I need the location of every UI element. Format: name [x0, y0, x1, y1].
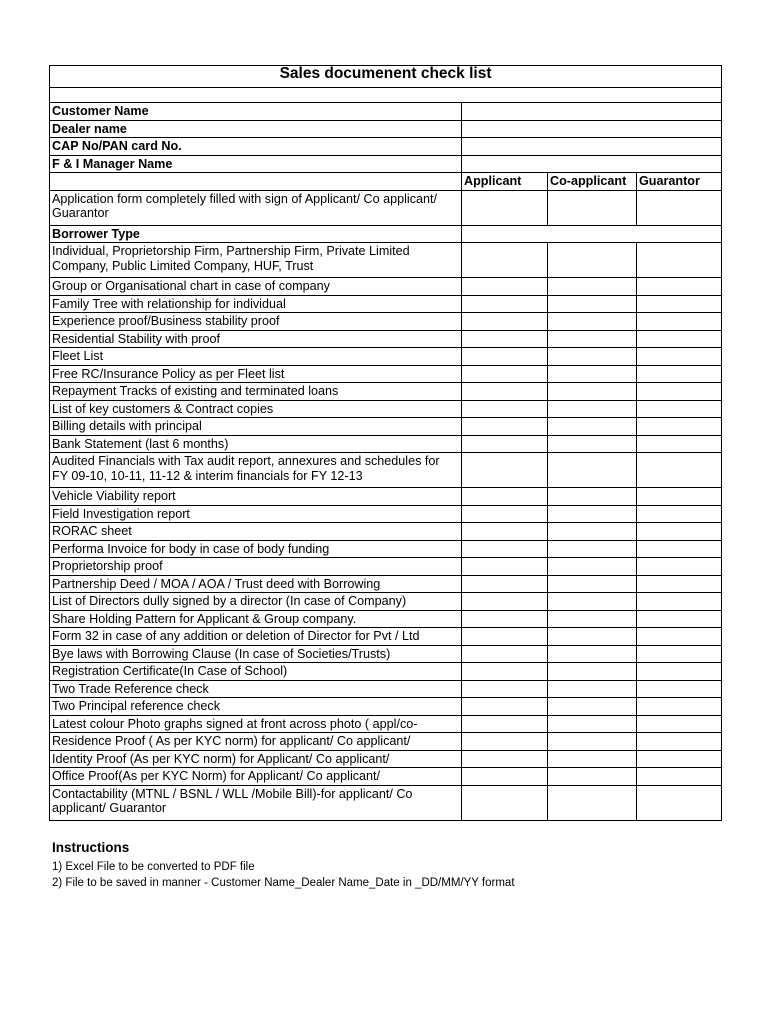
checklist-item-label: Individual, Proprietorship Firm, Partnership Firm, Private Limited Company, Public Limited Company, HUF, Trust: [50, 243, 462, 278]
check-cell-guarantor[interactable]: [637, 505, 722, 523]
field-label-cap-pan: CAP No/PAN card No.: [50, 138, 462, 156]
checklist-item-label: Latest colour Photo graphs signed at front across photo ( appl/co-: [50, 715, 462, 733]
check-cell-applicant[interactable]: [462, 243, 548, 278]
column-header-guarantor: Guarantor: [637, 173, 722, 191]
check-cell-guarantor[interactable]: [637, 190, 722, 225]
checklist-item-label: Borrower Type: [50, 225, 462, 243]
table-row: [50, 680, 722, 698]
table-row: [50, 733, 722, 751]
instructions-heading: Instructions: [52, 840, 130, 855]
check-cell-co-applicant[interactable]: [548, 523, 637, 541]
checklist-item-label: Repayment Tracks of existing and terminated loans: [50, 383, 462, 401]
check-cell-co-applicant[interactable]: [548, 313, 637, 331]
checklist-item-label: RORAC sheet: [50, 523, 462, 541]
check-cell-guarantor[interactable]: [637, 750, 722, 768]
check-cell-co-applicant[interactable]: [548, 435, 637, 453]
table-row: [50, 365, 722, 383]
table-row: [50, 663, 722, 681]
check-cell-applicant[interactable]: [462, 750, 548, 768]
check-cell-co-applicant[interactable]: [548, 558, 637, 576]
check-cell-guarantor[interactable]: [637, 645, 722, 663]
checklist-item-label: Bank Statement (last 6 months): [50, 435, 462, 453]
table-row: [50, 435, 722, 453]
check-cell-co-applicant[interactable]: [548, 785, 637, 820]
check-cell-applicant[interactable]: [462, 418, 548, 436]
check-cell-co-applicant[interactable]: [548, 768, 637, 786]
table-row: [50, 330, 722, 348]
field-value-cap-pan[interactable]: [462, 138, 722, 156]
check-cell-applicant[interactable]: [462, 190, 548, 225]
check-cell-applicant[interactable]: [462, 383, 548, 401]
table-row: [50, 698, 722, 716]
checklist-item-label: Two Principal reference check: [50, 698, 462, 716]
table-row: [50, 418, 722, 436]
check-cell-co-applicant[interactable]: [548, 330, 637, 348]
instruction-line: 2) File to be saved in manner - Customer Name_Dealer Name_Date in _DD/MM/YY format: [52, 876, 515, 889]
check-cell-applicant[interactable]: [462, 558, 548, 576]
check-cell-guarantor[interactable]: [637, 558, 722, 576]
check-cell-guarantor[interactable]: [637, 628, 722, 646]
checklist-item-label: Residential Stability with proof: [50, 330, 462, 348]
table-row: [50, 750, 722, 768]
check-cell-applicant[interactable]: [462, 313, 548, 331]
check-cell-applicant[interactable]: [462, 348, 548, 366]
check-cell-co-applicant[interactable]: [548, 418, 637, 436]
check-cell-co-applicant[interactable]: [548, 295, 637, 313]
check-cell-guarantor[interactable]: [637, 715, 722, 733]
table-row: [50, 295, 722, 313]
table-row: [50, 628, 722, 646]
check-cell-co-applicant[interactable]: [548, 733, 637, 751]
checklist-item-label: Billing details with principal: [50, 418, 462, 436]
checklist-item-label: Performa Invoice for body in case of body funding: [50, 540, 462, 558]
checklist-item-label: Registration Certificate(In Case of School): [50, 663, 462, 681]
table-row: [50, 523, 722, 541]
table-row: [50, 243, 722, 278]
checklist-item-label: Group or Organisational chart in case of company: [50, 278, 462, 296]
check-cell-applicant[interactable]: [462, 400, 548, 418]
check-cell-guarantor[interactable]: [637, 610, 722, 628]
check-cell-co-applicant[interactable]: [548, 365, 637, 383]
check-cell-applicant[interactable]: [462, 453, 548, 488]
check-cell-guarantor[interactable]: [637, 575, 722, 593]
check-cell-applicant[interactable]: [462, 505, 548, 523]
checklist-item-label: Contactability (MTNL / BSNL / WLL /Mobile Bill)-for applicant/ Co applicant/ Guarantor: [50, 785, 462, 820]
checklist-item-label: Field Investigation report: [50, 505, 462, 523]
table-row: [50, 575, 722, 593]
check-cell-co-applicant[interactable]: [548, 698, 637, 716]
checklist-item-label: Audited Financials with Tax audit report, annexures and schedules for FY 09-10, 10-11, 11-12 & interim financials for FY 12-13: [50, 453, 462, 488]
check-cell-applicant[interactable]: [462, 593, 548, 611]
check-cell-applicant[interactable]: [462, 663, 548, 681]
checklist-item-label: Vehicle Viability report: [50, 488, 462, 506]
check-cell-applicant[interactable]: [462, 698, 548, 716]
check-cell-guarantor[interactable]: [637, 523, 722, 541]
check-cell-co-applicant[interactable]: [548, 610, 637, 628]
check-cell-applicant[interactable]: [462, 365, 548, 383]
check-cell-guarantor[interactable]: [637, 540, 722, 558]
field-value-fi-manager[interactable]: [462, 155, 722, 173]
check-cell-applicant[interactable]: [462, 278, 548, 296]
check-cell-applicant[interactable]: [462, 488, 548, 506]
check-cell-guarantor[interactable]: [637, 680, 722, 698]
instruction-line: 1) Excel File to be converted to PDF file: [52, 861, 255, 873]
checklist-item-label: Fleet List: [50, 348, 462, 366]
check-cell-guarantor[interactable]: [637, 295, 722, 313]
table-row: [50, 558, 722, 576]
check-cell-applicant[interactable]: [462, 575, 548, 593]
check-cell-applicant[interactable]: [462, 523, 548, 541]
check-cell-guarantor[interactable]: [637, 365, 722, 383]
checklist-item-label: Form 32 in case of any addition or deletion of Director for Pvt / Ltd: [50, 628, 462, 646]
check-cell-co-applicant[interactable]: [548, 540, 637, 558]
checklist-item-label: Residence Proof ( As per KYC norm) for applicant/ Co applicant/: [50, 733, 462, 751]
checklist-sheet: [49, 65, 721, 821]
spacer-row: [50, 88, 722, 103]
check-cell-applicant[interactable]: [462, 330, 548, 348]
table-row: [50, 593, 722, 611]
checklist-item-label: Two Trade Reference check: [50, 680, 462, 698]
check-cell-co-applicant[interactable]: [548, 575, 637, 593]
checklist-item-label: List of Directors dully signed by a director (In case of Company): [50, 593, 462, 611]
check-cell-co-applicant[interactable]: [548, 488, 637, 506]
check-cell-guarantor[interactable]: [637, 733, 722, 751]
check-cell-applicant[interactable]: [462, 680, 548, 698]
check-cell-applicant[interactable]: [462, 645, 548, 663]
check-cell-guarantor[interactable]: [637, 400, 722, 418]
checklist-item-label: Share Holding Pattern for Applicant & Group company.: [50, 610, 462, 628]
check-cell-guarantor[interactable]: [637, 418, 722, 436]
check-cell-guarantor[interactable]: [637, 593, 722, 611]
table-row: [50, 785, 722, 820]
checklist-item-label: Partnership Deed / MOA / AOA / Trust deed with Borrowing: [50, 575, 462, 593]
check-cell-guarantor[interactable]: [637, 435, 722, 453]
check-cell-co-applicant[interactable]: [548, 190, 637, 225]
check-cell-co-applicant[interactable]: [548, 505, 637, 523]
check-cell-applicant[interactable]: [462, 768, 548, 786]
table-row: [50, 225, 722, 243]
checklist-item-label: Proprietorship proof: [50, 558, 462, 576]
field-label-fi-manager: F & I Manager Name: [50, 155, 462, 173]
check-cell-applicant[interactable]: [462, 733, 548, 751]
check-cell-guarantor[interactable]: [637, 383, 722, 401]
check-cell-guarantor[interactable]: [637, 785, 722, 820]
check-cell-co-applicant[interactable]: [548, 348, 637, 366]
check-cell-co-applicant[interactable]: [548, 663, 637, 681]
checklist-item-label: Experience proof/Business stability proof: [50, 313, 462, 331]
check-cell-guarantor[interactable]: [637, 698, 722, 716]
check-cell-applicant[interactable]: [462, 435, 548, 453]
field-value-dealer-name[interactable]: [462, 120, 722, 138]
checklist-merged-cell[interactable]: [462, 225, 722, 243]
check-cell-co-applicant[interactable]: [548, 278, 637, 296]
check-cell-co-applicant[interactable]: [548, 628, 637, 646]
checklist-item-label: Identity Proof (As per KYC norm) for Applicant/ Co applicant/: [50, 750, 462, 768]
field-label-customer-name: Customer Name: [50, 103, 462, 121]
check-cell-guarantor[interactable]: [637, 663, 722, 681]
table-row: [50, 400, 722, 418]
table-row: [50, 540, 722, 558]
checklist-item-label: Bye laws with Borrowing Clause (In case of Societies/Trusts): [50, 645, 462, 663]
instructions-section: [52, 840, 515, 891]
check-cell-guarantor[interactable]: [637, 453, 722, 488]
checklist-item-label: Free RC/Insurance Policy as per Fleet list: [50, 365, 462, 383]
check-cell-applicant[interactable]: [462, 610, 548, 628]
check-cell-co-applicant[interactable]: [548, 400, 637, 418]
check-cell-guarantor[interactable]: [637, 768, 722, 786]
check-cell-co-applicant[interactable]: [548, 680, 637, 698]
checklist-item-label: List of key customers & Contract copies: [50, 400, 462, 418]
checklist-item-label: Family Tree with relationship for individual: [50, 295, 462, 313]
field-value-customer-name[interactable]: [462, 103, 722, 121]
check-cell-applicant[interactable]: [462, 540, 548, 558]
check-cell-co-applicant[interactable]: [548, 243, 637, 278]
table-row: [50, 505, 722, 523]
check-cell-applicant[interactable]: [462, 715, 548, 733]
table-row: [50, 348, 722, 366]
table-row: [50, 453, 722, 488]
checklist-item-label: Office Proof(As per KYC Norm) for Applicant/ Co applicant/: [50, 768, 462, 786]
check-cell-co-applicant[interactable]: [548, 715, 637, 733]
table-row: [50, 715, 722, 733]
check-cell-guarantor[interactable]: [637, 278, 722, 296]
column-header-applicant: Applicant: [462, 173, 548, 191]
check-cell-co-applicant[interactable]: [548, 750, 637, 768]
check-cell-co-applicant[interactable]: [548, 645, 637, 663]
column-header-co-applicant: Co-applicant: [548, 173, 637, 191]
check-cell-guarantor[interactable]: [637, 243, 722, 278]
table-row: [50, 645, 722, 663]
table-row: [50, 488, 722, 506]
check-cell-guarantor[interactable]: [637, 313, 722, 331]
checklist-item-label: Application form completely filled with sign of Applicant/ Co applicant/ Guarantor: [50, 190, 462, 225]
check-cell-co-applicant[interactable]: [548, 593, 637, 611]
table-row: [50, 610, 722, 628]
check-cell-applicant[interactable]: [462, 628, 548, 646]
check-cell-applicant[interactable]: [462, 295, 548, 313]
check-cell-guarantor[interactable]: [637, 488, 722, 506]
table-row: [50, 190, 722, 225]
field-label-dealer-name: Dealer name: [50, 120, 462, 138]
check-cell-co-applicant[interactable]: [548, 383, 637, 401]
checklist-table: [49, 65, 722, 821]
check-cell-co-applicant[interactable]: [548, 453, 637, 488]
page-title: Sales documenent check list: [50, 66, 722, 88]
check-cell-applicant[interactable]: [462, 785, 548, 820]
check-cell-guarantor[interactable]: [637, 348, 722, 366]
table-row: [50, 383, 722, 401]
table-row: [50, 278, 722, 296]
table-row: [50, 768, 722, 786]
column-header-blank: [50, 173, 462, 191]
table-row: [50, 313, 722, 331]
check-cell-guarantor[interactable]: [637, 330, 722, 348]
